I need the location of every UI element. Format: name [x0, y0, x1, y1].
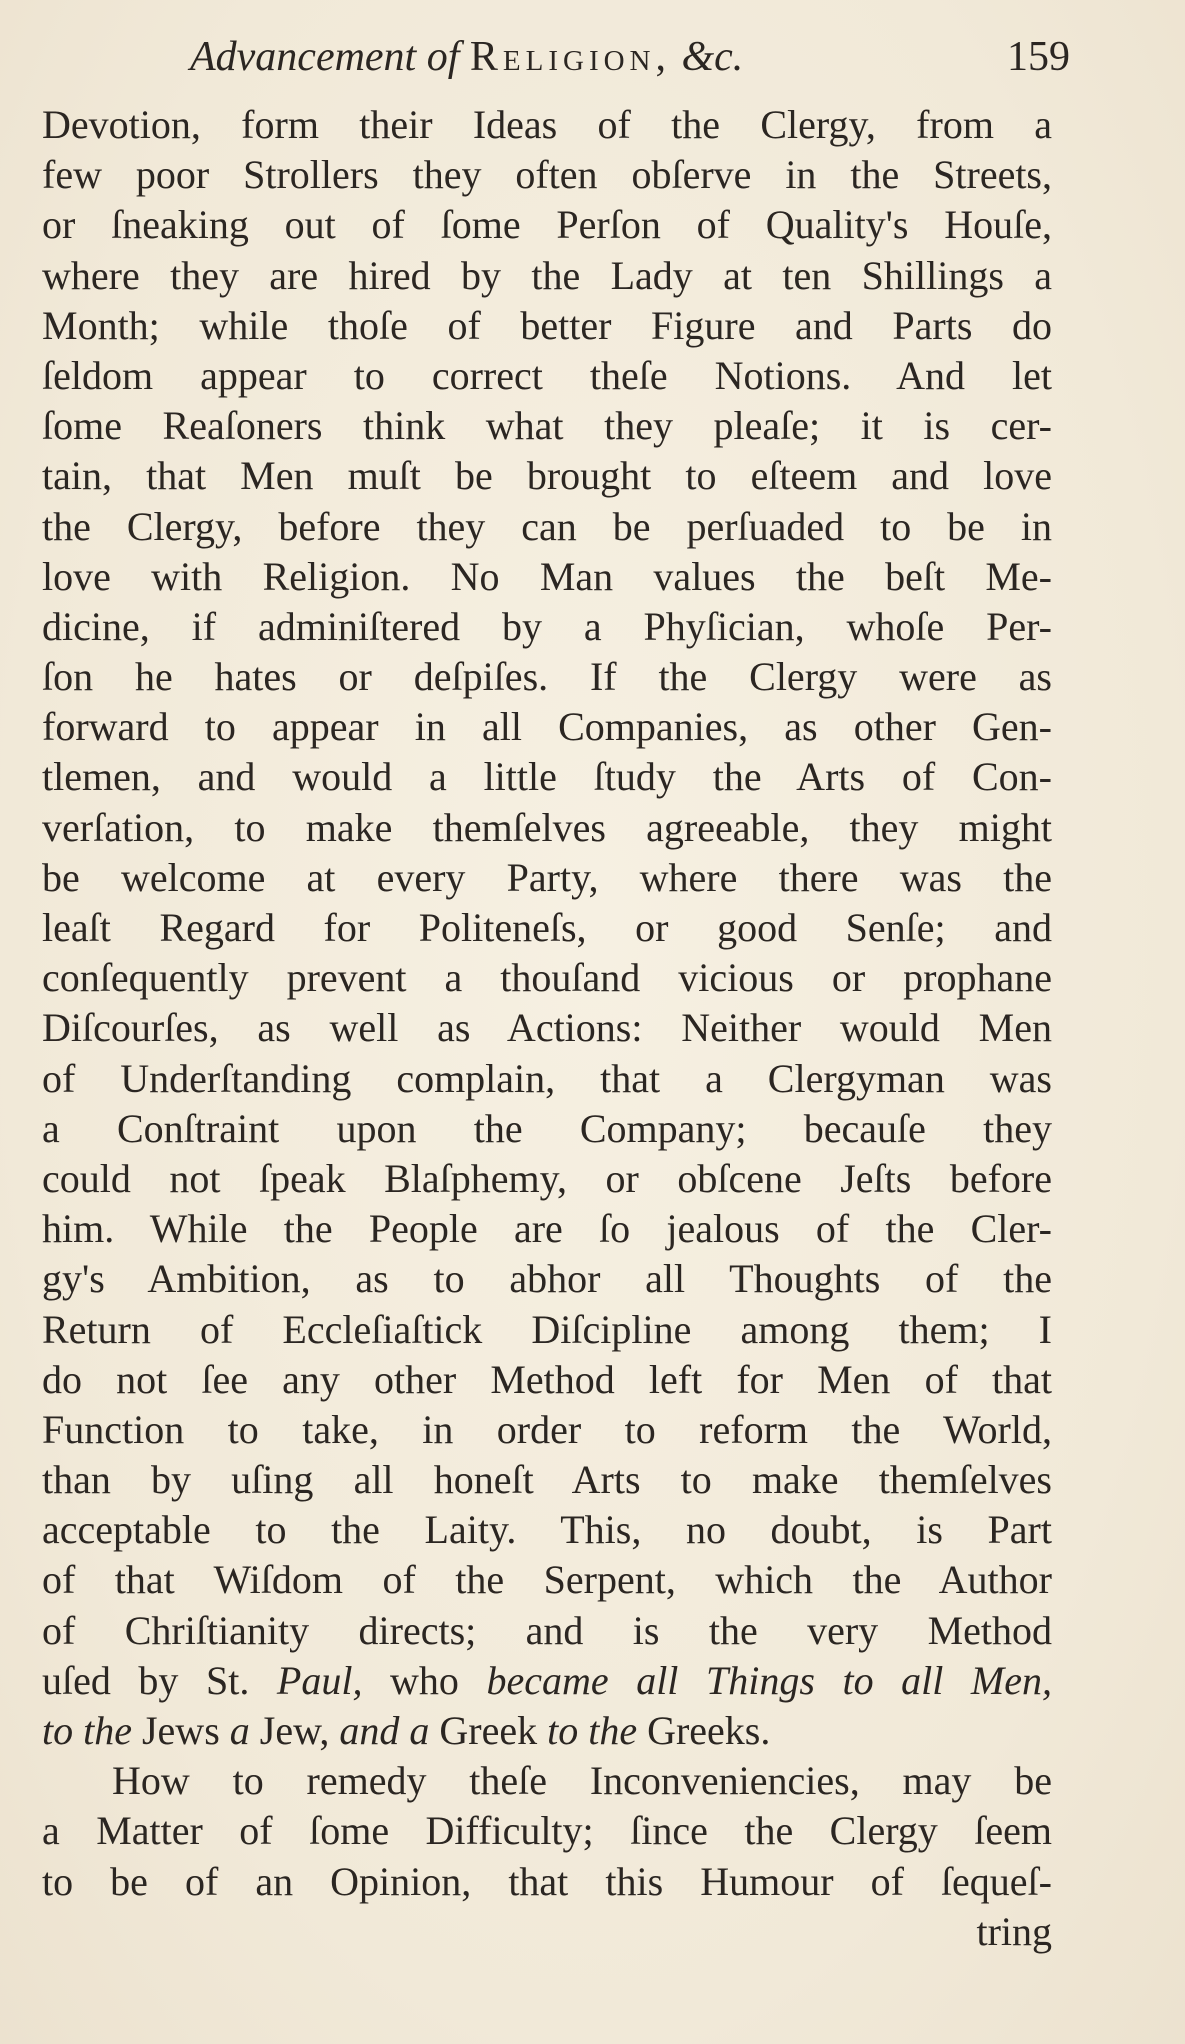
- text-segment: gy's Ambition, as to abhor all Thoughts of the: [42, 1256, 1052, 1302]
- text-segment: verſation, to make themſelves agreeable, they might: [42, 804, 1052, 850]
- text-segment: ſon he hates or deſpiſes. If the Clergy were as: [42, 654, 1052, 700]
- text-line: [42, 1054, 1052, 1104]
- text-segment: love with Religion. No Man values the beſt Me-: [42, 553, 1052, 599]
- text-line: [42, 803, 1052, 853]
- text-line: [42, 903, 1052, 953]
- text-line: [42, 301, 1052, 351]
- text-segment: of Underſtanding complain, that a Clergyman was: [42, 1055, 1052, 1101]
- text-line: [42, 1505, 1052, 1555]
- text-segment: Function to take, in order to reform the World,: [42, 1406, 1052, 1452]
- text-segment: a Matter of ſome Difficulty; ſince the Clergy ſeem: [42, 1808, 1052, 1854]
- text-line: [42, 752, 1052, 802]
- text-line: [42, 1305, 1052, 1355]
- text-segment: acceptable to the Laity. This, no doubt, is Part: [42, 1507, 1052, 1553]
- text-segment: conſequently prevent a thouſand vicious or prophane: [42, 955, 1052, 1001]
- text-segment: Diſcourſes, as well as Actions: Neither would Men: [42, 1005, 1052, 1051]
- text-line: [42, 1405, 1052, 1455]
- text-line: [42, 1656, 1052, 1706]
- text-line: [42, 652, 1052, 702]
- text-line: [42, 401, 1052, 451]
- text-segment: Greeks.: [637, 1708, 771, 1753]
- text-line: [42, 1756, 1052, 1806]
- text-segment: uſed by St.: [42, 1657, 277, 1703]
- text-segment: leaſt Regard for Politeneſs, or good Senſe; and: [42, 905, 1052, 950]
- running-title-end: &c.: [681, 34, 744, 80]
- running-title-caps: Religion,: [469, 34, 671, 80]
- text-segment: of Chriſtianity directs; and is the very Method: [42, 1607, 1052, 1653]
- running-title-italic-1: Advancement: [190, 34, 417, 80]
- text-line: [42, 502, 1052, 552]
- italic-text: a: [229, 1708, 250, 1753]
- running-title: [190, 22, 743, 92]
- text-line: [42, 853, 1052, 903]
- text-line: [42, 702, 1052, 752]
- text-line: [42, 602, 1052, 652]
- text-segment: of that Wiſdom of the Serpent, which the Author: [42, 1557, 1052, 1603]
- text-segment: the Clergy, before they can be perſuaded to be in: [42, 503, 1052, 549]
- text-segment: ſeldom appear to correct theſe Notions. And let: [42, 352, 1052, 398]
- text-line: [42, 1154, 1052, 1204]
- text-line: [42, 200, 1052, 250]
- text-segment: Return of Eccleſiaſtick Diſcipline among them; I: [42, 1306, 1052, 1352]
- text-segment: Devotion, form their Ideas of the Clergy, from a: [42, 102, 1052, 147]
- text-line: [42, 1555, 1052, 1605]
- text-segment: a Conſtraint upon the Company; becauſe they: [42, 1105, 1052, 1151]
- text-line: [42, 1606, 1052, 1656]
- text-line: [42, 1706, 1052, 1756]
- text-line: [42, 1806, 1052, 1856]
- text-segment: Jews: [131, 1708, 230, 1753]
- text-line: [42, 552, 1052, 602]
- running-header: [190, 22, 1070, 92]
- text-segment: where they are hired by the Lady at ten Shillings a: [42, 252, 1052, 298]
- text-segment: than by uſing all honeſt Arts to make themſelves: [42, 1457, 1052, 1503]
- text-line: [42, 1907, 1052, 1957]
- text-segment: ſome Reaſoners think what they pleaſe; it is cer-: [42, 403, 1052, 449]
- text-line: [42, 1204, 1052, 1254]
- text-line: [42, 251, 1052, 301]
- text-line: [42, 150, 1052, 200]
- italic-text: and a: [339, 1708, 430, 1753]
- text-line: [42, 1104, 1052, 1154]
- body-text: [42, 100, 1052, 1957]
- text-line: [42, 953, 1052, 1003]
- text-line: [42, 100, 1052, 150]
- text-line: [42, 1254, 1052, 1304]
- running-title-italic-2: of: [426, 34, 460, 80]
- text-line: [42, 1355, 1052, 1405]
- text-segment: tring: [976, 1908, 1052, 1954]
- text-segment: him. While the People are ſo jealous of the Cler-: [42, 1206, 1052, 1252]
- text-segment: tlemen, and would a little ſtudy the Arts of Con-: [42, 754, 1052, 800]
- italic-text: to the: [42, 1708, 132, 1753]
- text-segment: be welcome at every Party, where there was the: [42, 854, 1052, 900]
- text-segment: How to remedy theſe Inconveniencies, may be: [112, 1758, 1052, 1804]
- italic-text: became all Things to all Men,: [486, 1657, 1052, 1703]
- italic-text: to the: [547, 1708, 638, 1753]
- text-segment: or ſneaking out of ſome Perſon of Quality's Houſe,: [42, 202, 1052, 248]
- text-segment: tain, that Men muſt be brought to eſteem and love: [42, 453, 1052, 499]
- text-line: [42, 451, 1052, 501]
- text-segment: forward to appear in all Companies, as other Gen-: [42, 704, 1052, 750]
- text-segment: Month; while thoſe of better Figure and Parts do: [42, 302, 1052, 348]
- page-number: 159: [1007, 34, 1070, 80]
- text-segment: Greek: [429, 1708, 548, 1753]
- text-segment: do not ſee any other Method left for Men of that: [42, 1356, 1052, 1402]
- text-segment: Jew,: [249, 1708, 340, 1753]
- text-segment: could not ſpeak Blaſphemy, or obſcene Jeſts before: [42, 1155, 1052, 1201]
- text-segment: who: [362, 1657, 487, 1703]
- text-line: [42, 1857, 1052, 1907]
- text-line: [42, 1003, 1052, 1053]
- text-line: [42, 351, 1052, 401]
- text-segment: few poor Strollers they often obſerve in the Streets,: [42, 152, 1052, 198]
- italic-text: Paul,: [276, 1657, 363, 1703]
- text-segment: dicine, if adminiſtered by a Phyſician, whoſe Per-: [42, 603, 1052, 649]
- text-segment: to be of an Opinion, that this Humour of ſequeſ-: [42, 1858, 1052, 1904]
- text-line: [42, 1455, 1052, 1505]
